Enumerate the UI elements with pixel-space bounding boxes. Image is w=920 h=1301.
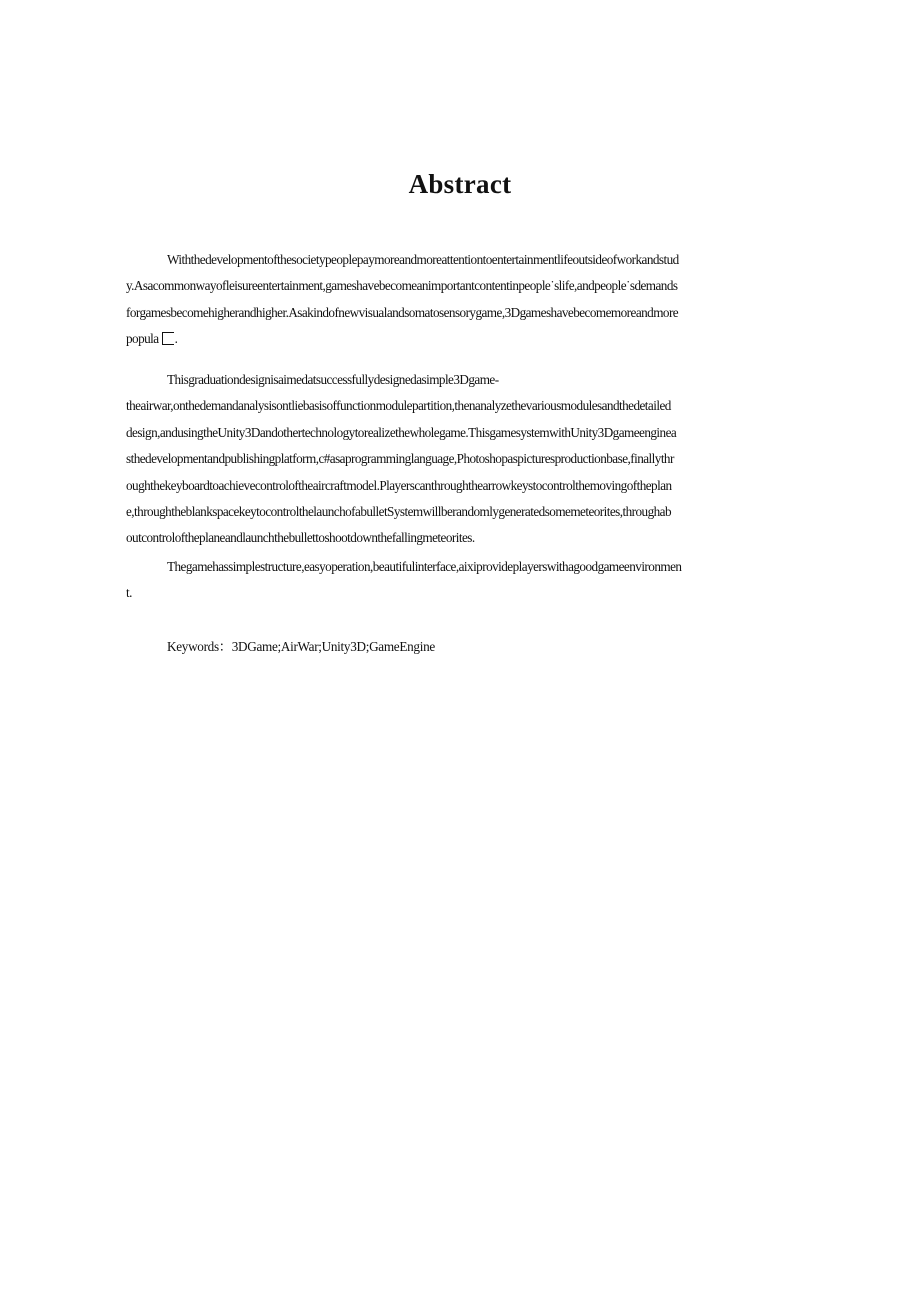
paragraph-line: e,throughtheblankspacekeytocontrolthelaunchofabulletSystemwillberandomlygeneratedsomemeteorites,throughab bbox=[126, 503, 672, 519]
paragraph-line: Thegamehassimplestructure,easyoperation,beautifulinterface,aixiprovideplayerswithagoodgameenvironmen bbox=[167, 559, 682, 574]
page-title: Abstract bbox=[408, 169, 512, 199]
paragraph-line: oughthekeyboardtoachievecontroloftheaircraftmodel.Playerscanthroughthearrowkeystocontrolthemovingoftheplan bbox=[126, 477, 672, 493]
paragraph-line: Withthedevelopmentofthesocietypeoplepaymoreandmoreattentiontoentertainmentlifeoutsideofworkandstud bbox=[167, 252, 679, 267]
paragraph-text: . bbox=[174, 331, 178, 347]
paragraph-line: forgamesbecomehigherandhigher.Asakindofnewvisualandsomatosensorygame,3Dgameshavebecomemoreandmore bbox=[126, 304, 679, 320]
paragraph-line: sthedevelopmentandpublishingplatform,c#asaprogramminglanguage,Photoshopaspicturesproductionbase,finallythr bbox=[126, 451, 674, 467]
keywords-label: Keywords： bbox=[167, 639, 232, 654]
paragraph-line: theairwar,onthedemandanalysisontliebasisoffunctionmodulepartition,thenanalyzethevariousmodulesandthedetailed bbox=[126, 398, 671, 414]
paragraph-line bbox=[126, 326, 846, 352]
abstract-paragraph-2 bbox=[126, 367, 846, 552]
abstract-paragraph-3 bbox=[126, 554, 846, 607]
keywords-values: 3DGame;AirWar;Unity3D;GameEngine bbox=[231, 639, 435, 654]
paragraph-line: design,andusingtheUnity3Dandothertechnologytorealizethewholegame.ThisgamesystemwithUnity3Dgameenginea bbox=[126, 424, 677, 440]
paragraph-line: outcontroloftheplaneandlaunchthebullettoshootdownthefallingmeteorites. bbox=[126, 530, 475, 546]
paragraph-text: popula bbox=[126, 331, 159, 347]
abstract-paragraph-1 bbox=[126, 247, 846, 353]
paragraph-line: Thisgraduationdesignisaimedatsuccessfullydesignedasimple3Dgame- bbox=[167, 372, 499, 387]
paragraph-line: y.Asacommonwayofleisureentertainment,gameshavebecomeanimportantcontentinpeople˙slife,andpeople˙sdemands bbox=[126, 278, 678, 294]
keywords-line bbox=[167, 634, 435, 660]
broken-glyph-icon bbox=[162, 332, 174, 345]
paragraph-line: t. bbox=[126, 585, 132, 601]
